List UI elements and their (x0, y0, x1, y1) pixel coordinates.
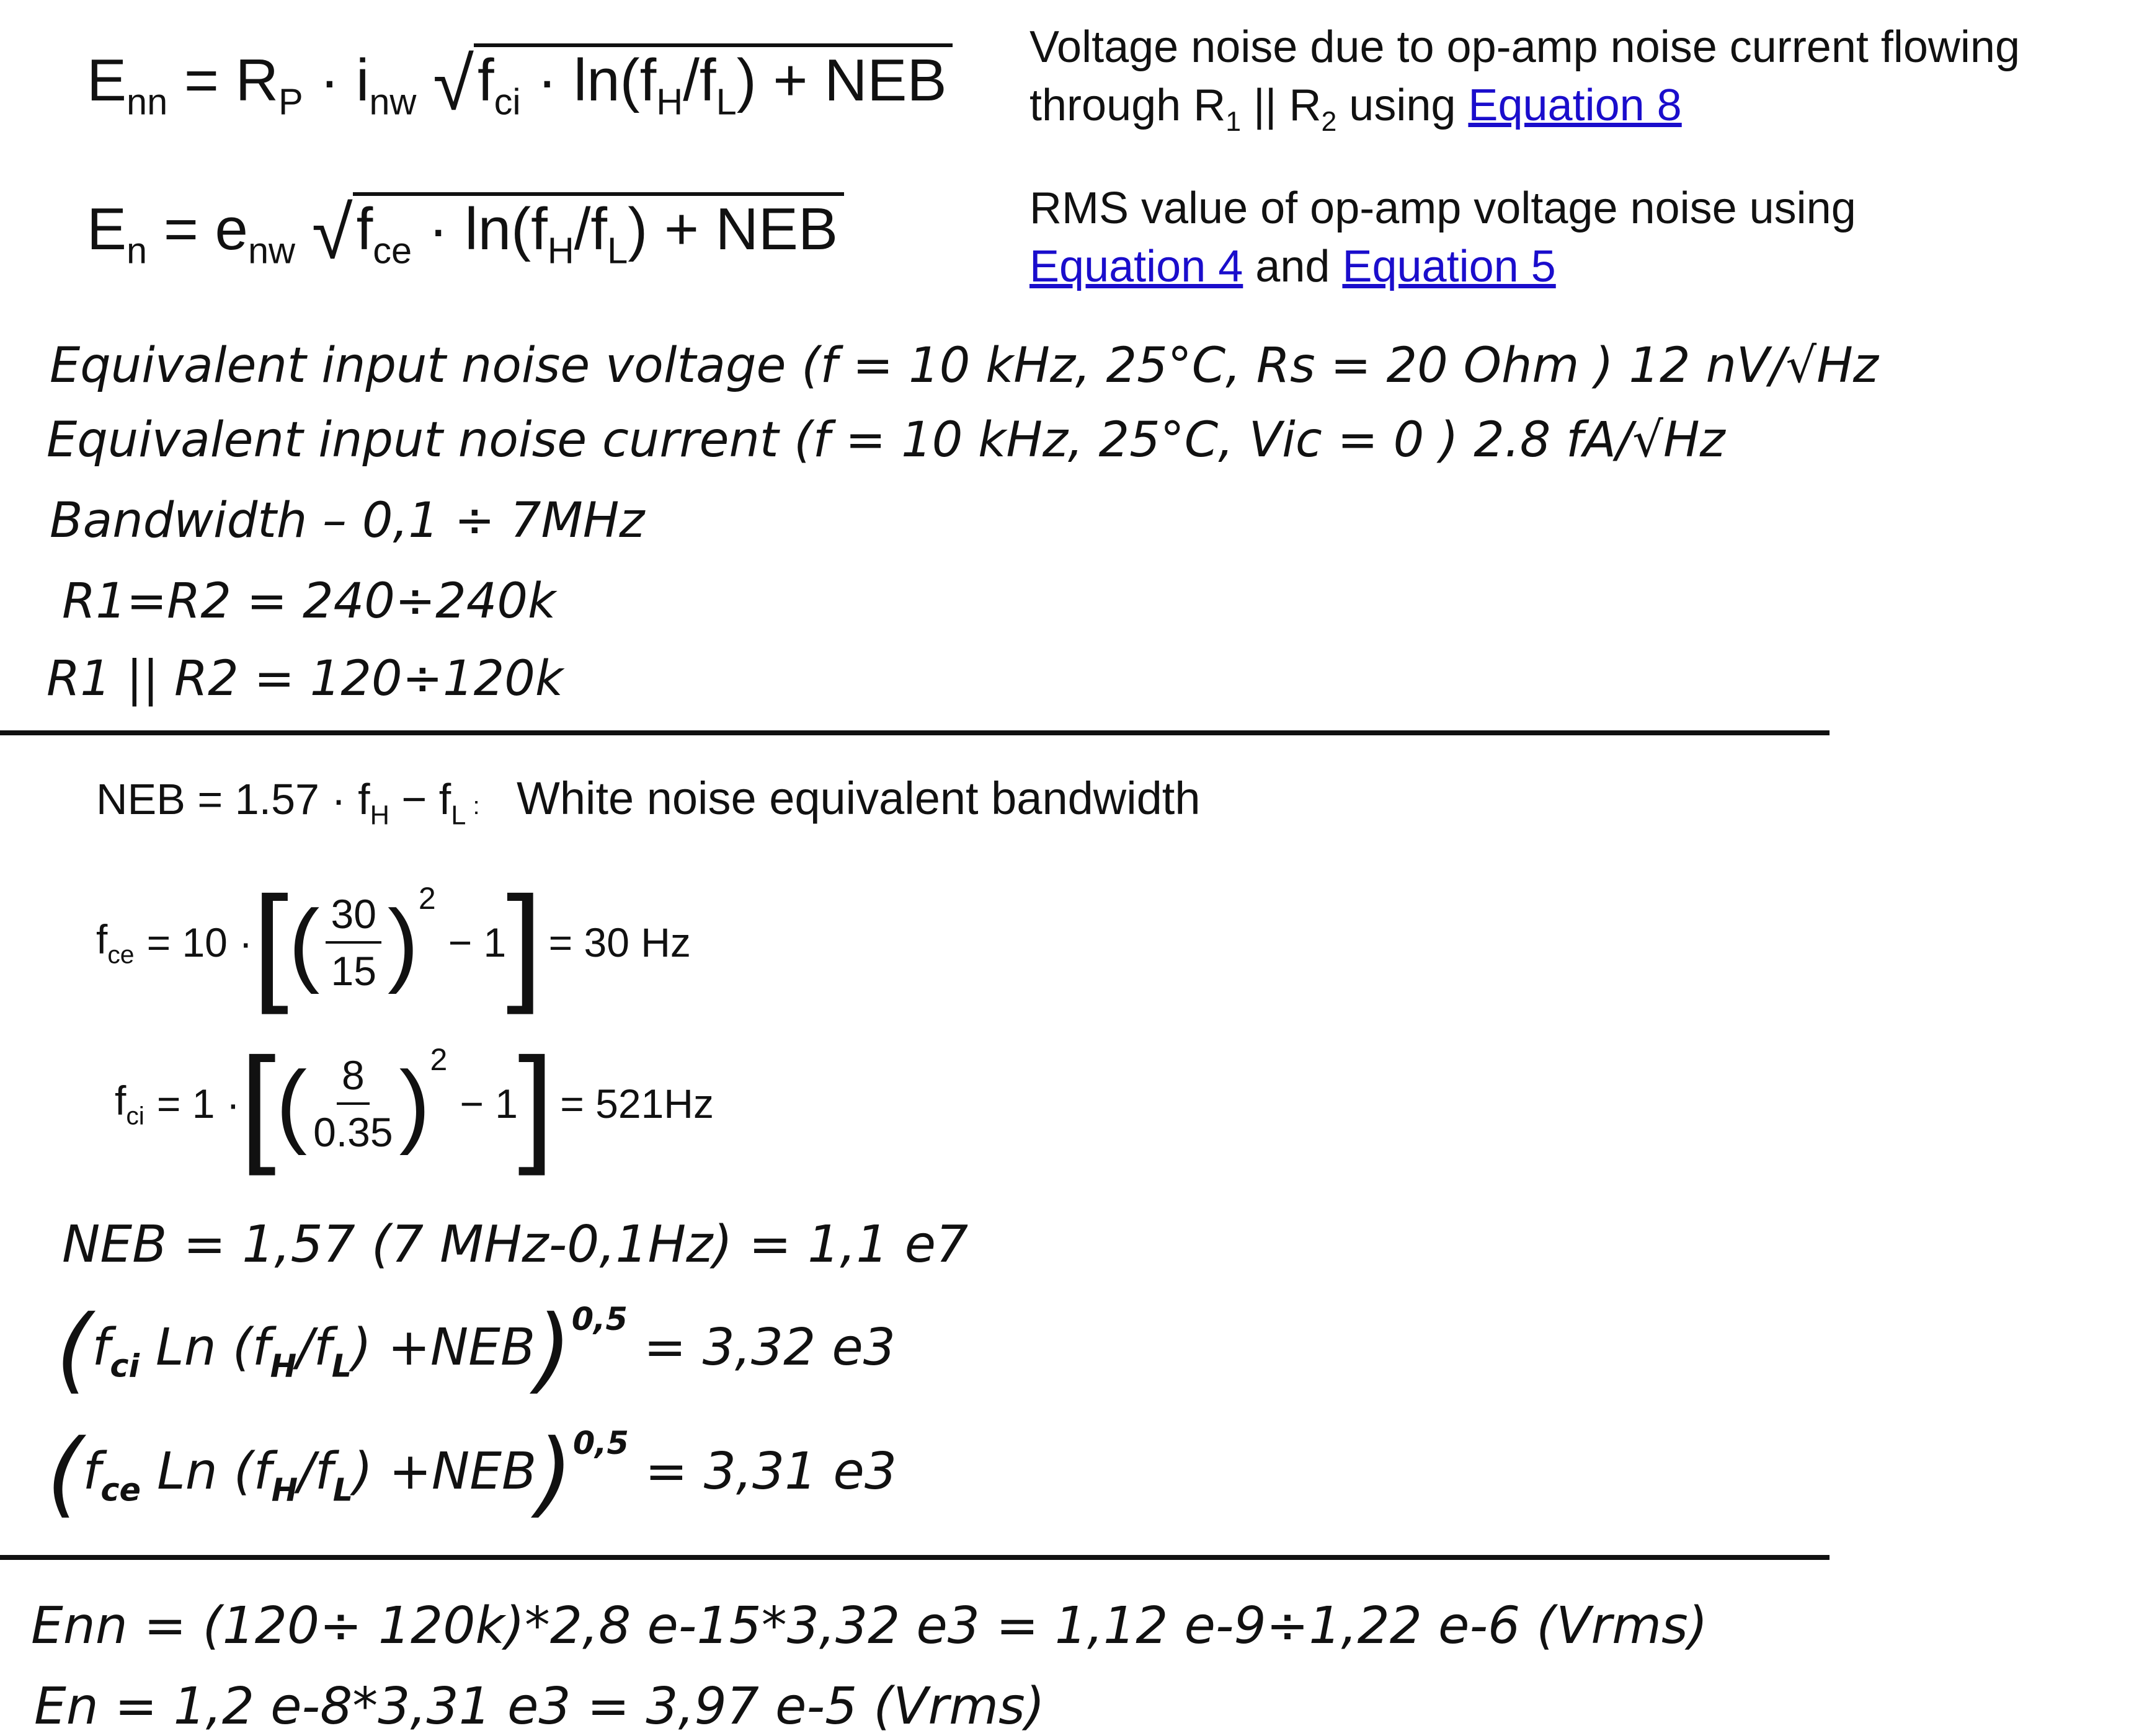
right-paren-icon: ) (535, 1296, 572, 1404)
fci-result: = 521Hz (560, 1081, 714, 1127)
eq1-lhs-sub: nn (127, 81, 168, 123)
noise-current-spec: Equivalent input noise current (f = 10 kHz, 25°C, Vic = 0 ) 2.8 fA/√Hz (47, 412, 1725, 468)
fci-num: 8 (337, 1052, 370, 1105)
calc-ce-slash: / (298, 1442, 315, 1501)
eq1-desc-line2 (1029, 77, 2020, 140)
neb-calculation: NEB = 1,57 (7 MHz-0,1Hz) = 1,1 e7 (62, 1215, 969, 1274)
fci-equation (115, 1029, 714, 1178)
calc-ce-fl: f (314, 1442, 333, 1501)
eq2-lhs-sub: n (127, 229, 148, 272)
bandwidth-spec: Bandwidth – 0,1 ÷ 7MHz (50, 493, 645, 549)
eq1-rad-f-sub: ci (494, 81, 521, 123)
right-bracket-icon: ] (517, 1030, 554, 1176)
eq1-eq-sign: = (184, 47, 219, 113)
neb-sub-l: L (451, 800, 466, 831)
calc-ci-result: = 3,32 e3 (643, 1318, 896, 1377)
fci-minus: − 1 (460, 1081, 518, 1127)
r1-r2-spec: R1=R2 = 240÷240k (62, 574, 556, 629)
eq1-lhs (87, 47, 168, 123)
calc-ce-result: = 3,31 e3 (644, 1442, 897, 1501)
neb-sub-h: H (370, 800, 389, 831)
calc-ci-exp: 0,5 (571, 1301, 628, 1338)
fce-minus: − 1 (448, 919, 507, 965)
eq1-rad-fh: f (639, 47, 657, 113)
fci-fraction (313, 1052, 393, 1156)
eq2-rad-end: ) + NEB (628, 196, 838, 262)
left-paren-icon: ( (56, 1296, 92, 1404)
eq1-rad-end: ) + NEB (736, 47, 947, 113)
divider-bottom (0, 1555, 1830, 1560)
eq2-rad-mid: · ln( (428, 196, 531, 262)
fci-eq: = 1 · (156, 1081, 240, 1127)
calc-ce-fh-sub: H (271, 1471, 298, 1508)
calc-ci-mid: Ln ( (139, 1318, 252, 1377)
fce-eq: = 10 · (146, 919, 253, 965)
eq1-desc-b: || R (1241, 80, 1322, 130)
eq2-rad-slash: / (574, 196, 591, 262)
fci-root-calculation (56, 1296, 896, 1404)
fce-fraction (326, 890, 381, 994)
divider-top (0, 730, 1830, 735)
eq2-rad-f-sub: ce (373, 229, 412, 272)
calc-ci-slash: / (296, 1318, 314, 1377)
calc-ce-fh: f (253, 1442, 272, 1501)
eq2-e-main: e (215, 196, 248, 262)
eq2-eq-sign: = (163, 196, 198, 262)
fce-den: 15 (331, 948, 376, 994)
neb-formula-a: NEB = 1.57 · f (96, 775, 370, 823)
calc-ci-end: ) +NEB (352, 1318, 536, 1377)
calc-ce-f: f (82, 1442, 101, 1501)
r1-parallel-r2-spec: R1 || R2 = 120÷120k (47, 651, 564, 707)
calc-ci-sub: ci (110, 1347, 140, 1384)
right-paren-icon: ) (387, 890, 419, 994)
equation-5-link[interactable]: Equation 5 (1342, 241, 1556, 291)
fce-equation (96, 868, 691, 1017)
left-paren-icon: ( (276, 1052, 308, 1156)
fce-exp: 2 (418, 881, 436, 916)
en-result: En = 1,2 e-8*3,31 e3 = 3,97 e-5 (Vrms) (34, 1677, 1045, 1736)
fce-lhs-sub: ce (107, 940, 135, 969)
eq2-rad-f: f (356, 196, 373, 262)
eq1-desc-c: using (1336, 80, 1469, 130)
eq1-rad-fl-sub: L (716, 81, 737, 123)
calc-ci-fh: f (252, 1318, 270, 1377)
eq1-rad-fl: f (699, 47, 716, 113)
fci-exp: 2 (430, 1042, 448, 1077)
eq2-rad-fh: f (531, 196, 548, 262)
equation-4-link[interactable]: Equation 4 (1029, 241, 1243, 291)
calc-ce-exp: 0,5 (572, 1425, 629, 1462)
calc-ci-fl: f (313, 1318, 332, 1377)
eq1-sqrt (433, 42, 953, 126)
neb-description: White noise equivalent bandwidth (517, 773, 1201, 824)
eq1-rad-slash: / (683, 47, 700, 113)
calc-ce-mid: Ln ( (141, 1442, 254, 1501)
calc-ce-end: ) +NEB (353, 1442, 537, 1501)
eq1-desc-sub1: 1 (1225, 106, 1242, 137)
eq1-radicand (474, 43, 953, 123)
equation-en (87, 191, 844, 275)
eq1-r-sub: P (278, 81, 303, 123)
eq1-rad-f: f (477, 47, 494, 113)
calc-ci-f: f (92, 1318, 110, 1377)
eq2-e-sub: nw (247, 229, 296, 272)
right-paren-icon: ) (536, 1420, 573, 1528)
neb-definition (96, 772, 1201, 831)
enn-result: Enn = (120÷ 120k)*2,8 e-15*3,32 e3 = 1,12 e-9÷1,22 e-6 (Vrms) (31, 1596, 1708, 1655)
eq1-lhs-main: E (87, 47, 127, 113)
fce-lhs-main: f (96, 916, 108, 962)
calc-ci-fh-sub: H (270, 1347, 297, 1384)
equation-enn (87, 42, 953, 126)
eq2-rad-fl: f (590, 196, 608, 262)
fci-lhs (115, 1077, 145, 1131)
fce-result: = 30 Hz (548, 919, 691, 965)
eq2-desc-and: and (1243, 241, 1343, 291)
eq2-rad-fl-sub: L (607, 229, 628, 272)
right-bracket-icon: ] (506, 869, 543, 1015)
calc-ce-fl-sub: L (332, 1471, 353, 1508)
fce-root-calculation (47, 1420, 897, 1528)
eq1-desc-a: through R (1029, 80, 1226, 130)
eq2-rad-fh-sub: H (547, 229, 574, 272)
left-paren-icon: ( (47, 1420, 83, 1528)
eq2-sqrt (311, 191, 844, 275)
eq1-rad-fh-sub: H (656, 81, 683, 123)
sqrt-icon: √ (433, 42, 474, 126)
neb-formula-b: − f (389, 775, 451, 823)
calc-ci-fl-sub: L (331, 1347, 352, 1384)
eq1-dot: · (319, 47, 340, 113)
noise-voltage-spec: Equivalent input noise voltage (f = 10 kHz, 25°C, Rs = 20 Ohm ) 12 nV/√Hz (50, 338, 1879, 394)
sqrt-icon: √ (311, 191, 353, 275)
eq1-rad-mid: · ln( (537, 47, 640, 113)
eq2-desc-line1: RMS value of op-amp voltage noise using (1029, 184, 1856, 233)
eq1-i-sub: nw (369, 81, 417, 123)
eq1-i-main: i (355, 47, 370, 113)
eq1-desc-line1: Voltage noise due to op-amp noise current flowing (1029, 22, 2021, 72)
eq2-lhs-main: E (87, 196, 127, 262)
neb-colon: : (466, 792, 480, 820)
right-paren-icon: ) (399, 1052, 430, 1156)
calc-ce-sub: ce (100, 1471, 141, 1508)
equation-enn-description (1029, 19, 2020, 140)
eq1-desc-sub2: 2 (1321, 106, 1337, 137)
eq1-r-main: R (235, 47, 278, 113)
fce-num: 30 (326, 890, 381, 944)
fci-den: 0.35 (313, 1109, 393, 1155)
fce-lhs (96, 916, 135, 970)
left-paren-icon: ( (288, 890, 320, 994)
eq2-radicand (353, 192, 844, 272)
fci-lhs-sub: ci (126, 1101, 145, 1130)
left-bracket-icon: [ (239, 1030, 277, 1176)
fci-lhs-main: f (115, 1077, 127, 1123)
eq2-desc-line2 (1029, 238, 1856, 296)
equation-en-description (1029, 180, 1856, 296)
equation-8-link[interactable]: Equation 8 (1468, 80, 1682, 130)
left-bracket-icon: [ (252, 869, 289, 1015)
